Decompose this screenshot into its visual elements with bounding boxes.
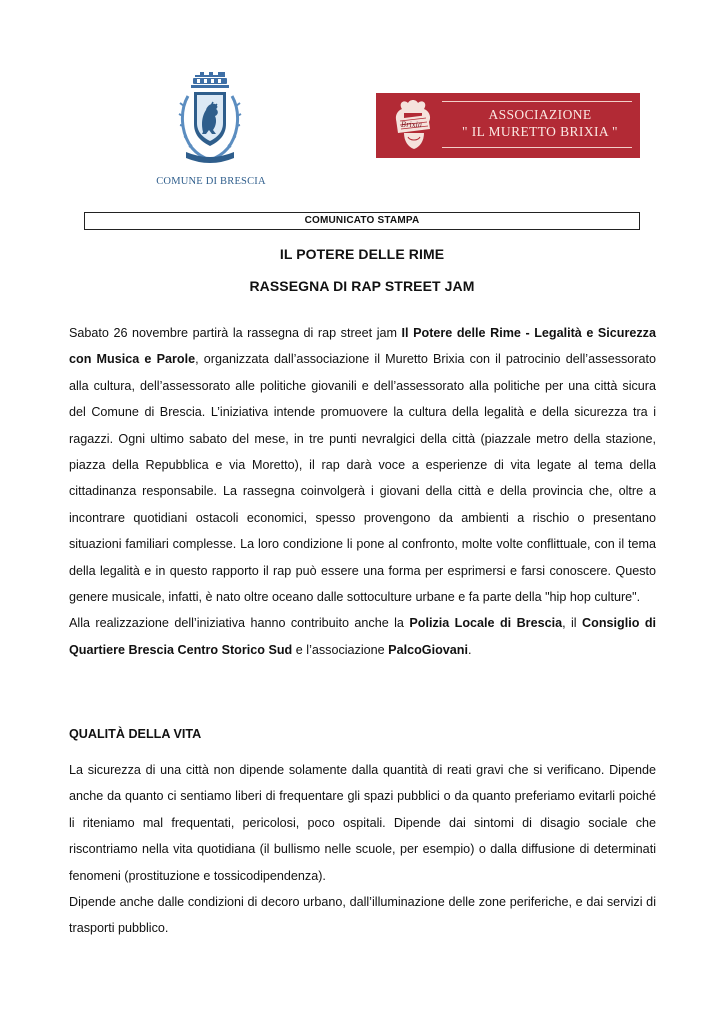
emblem-label: Brixia (401, 121, 423, 129)
intro-section (69, 320, 656, 663)
paragraph-contributors (69, 610, 656, 663)
section-heading: QUALITÀ DELLA VITA (69, 727, 202, 741)
paragraph-event-description (69, 320, 656, 610)
association-line-1: ASSOCIAZIONE (488, 107, 592, 122)
comune-label: COMUNE DI BRESCIA (156, 176, 266, 187)
contributor-name: Polizia Locale di Brescia (409, 616, 563, 631)
associazione-muretto-brixia-logo (376, 93, 640, 158)
lion-emblem-icon (388, 99, 436, 151)
quality-of-life-section (69, 757, 656, 942)
comune-di-brescia-logo (156, 70, 266, 192)
document-title: IL POTERE DELLE RIME (279, 246, 445, 262)
decorative-rule (442, 101, 632, 102)
document-subtitle: RASSEGNA DI RAP STREET JAM (249, 278, 475, 294)
brescia-crest-icon (178, 70, 242, 172)
association-name (442, 106, 638, 140)
decorative-rule (442, 147, 632, 148)
text-run: , organizzata dall’associazione il Muretto Brixia con il patrocinio dell’assessorato alla cultura, dell’assessorato alle politiche giovanili e dell’assessorato alla politiche per una città sicura del Comune di Brescia. L’iniziativa intende promuovere la cultura della legalità e della sicurezza tra i ragazzi. Ogni ultimo sabato del mese, in tre punti nevralgici della città (piazzale metro della stazione, piazza della Repubblica e via Moretto), il rap darà voce a esperienze di vita legate al tema della cittadinanza responsabile. La rassegna coinvolgerà i giovani della città e della provincia che, oltre a incontrare quotidiani ostacoli economici, spesso provengono da ambienti a rischio o presentano situazioni familiari complesse. La loro condizione li pone al confronto, molte volte conflittuale, con il tema della legalità e in questo rapporto il rap può essere una forma per esprimersi e farsi conoscere. Questo genere musicale, infatti, è nato oltre oceano dalle sottoculture urbane e fa parte della "hip hop culture". (69, 352, 656, 605)
association-line-2: " IL MURETTO BRIXIA " (462, 124, 618, 139)
paragraph-urban-decor: Dipende anche dalle condizioni di decoro urbano, dall’illuminazione delle zone periferiche, e dai servizi di trasporti pubblico. (69, 895, 656, 936)
text-run: e l’associazione (292, 642, 389, 657)
text-run: Sabato 26 novembre partirà la rassegna di rap street jam (69, 326, 402, 340)
paragraph-safety: La sicurezza di una città non dipende solamente dalla quantità di reati gravi che si verificano. Dipende anche da quanto ci sentiamo liberi di frequentare gli spazi pubblici o da quanto preferiamo evitarli poiché li riteniamo mal frequentati, pericolosi, poco ospitali. Dipende dai sintomi di disagio sociale che riscontriamo nella vita quotidiana (il bullismo nelle scuole, per esempio) o dalla diffusione di determinati fenomeni (prostituzione e tossicodipendenza). (69, 763, 656, 883)
text-run: Alla realizzazione dell’iniziativa hanno contribuito anche la (69, 616, 410, 631)
press-release-banner: COMUNICATO STAMPA (84, 212, 640, 230)
contributor-name: PalcoGiovani (388, 642, 468, 657)
text-run: , il (562, 616, 583, 631)
event-name: Il Potere delle Rime - Legalità e Sicurezza con Musica e Parole (69, 326, 656, 367)
contributor-name: Consiglio di Quartiere Brescia Centro Storico Sud (69, 616, 657, 657)
text-run: . (467, 642, 472, 657)
